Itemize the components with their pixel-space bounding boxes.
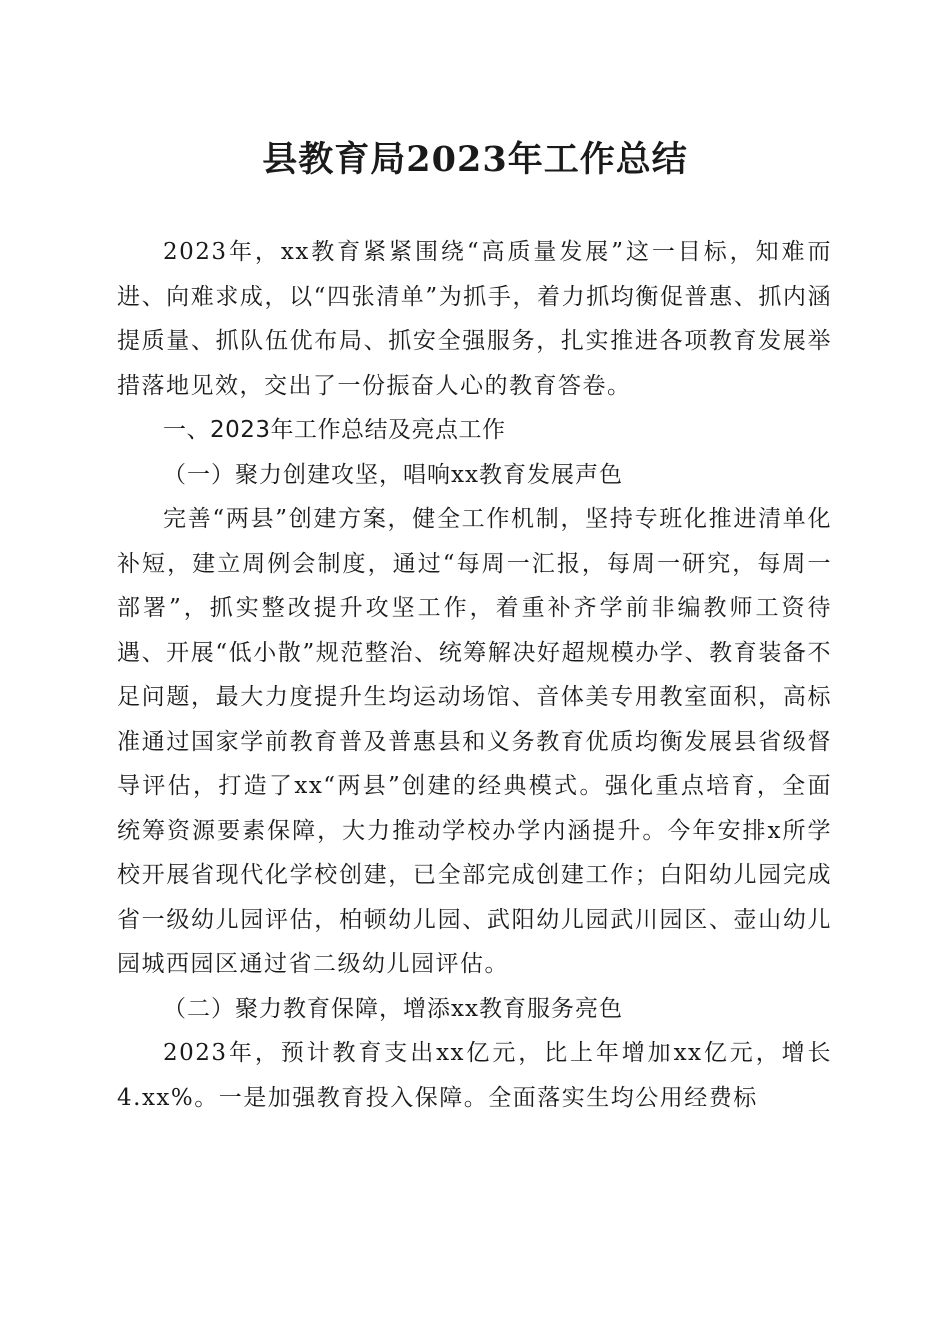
document-title: 县教育局2023年工作总结 [262,139,688,180]
body-paragraph-2: 2023年，预计教育支出xx亿元，比上年增加xx亿元，增长4.xx%。一是加强教育投入保障。全面落实生均公用经费标 [117,1040,832,1111]
document-body [117,230,832,1120]
section-heading-1: 一、2023年工作总结及亮点工作 [163,417,506,443]
body-paragraph-1: 完善“两县”创建方案，健全工作机制，坚持专班化推进清单化补短，建立周例会制度，通过“每周一汇报，每周一研究，每周一部署”，抓实整改提升攻坚工作，着重补齐学前非编教师工资待遇、开展“低小散”规范整治、统筹解决好超规模办学、教育装备不足问题，最大力度提升生均运动场馆、音体美专用教室面积，高标准通过国家学前教育普及普惠县和义务教育优质均衡发展县省级督导评估，打造了xx“两县”创建的经典模式。强化重点培育，全面统筹资源要素保障，大力推动学校办学内涵提升。今年安排x所学校开展省现代化学校创建，已全部完成创建工作；白阳幼儿园完成省一级幼儿园评估，柏顿幼儿园、武阳幼儿园武川园区、壶山幼儿园城西园区通过省二级幼儿园评估。 [117,506,832,977]
subsection-heading-2: （二）聚力教育保障，增添xx教育服务亮色 [163,995,623,1022]
subsection-heading-1: （一）聚力创建攻坚，唱响xx教育发展声色 [163,461,623,488]
intro-paragraph: 2023年，xx教育紧紧围绕“高质量发展”这一目标，知难而进、向难求成，以“四张清单”为抓手，着力抓均衡促普惠、抓内涵提质量、抓队伍优布局、抓安全强服务，扎实推进各项教育发展举措落地见效，交出了一份振奋人心的教育答卷。 [117,239,832,399]
